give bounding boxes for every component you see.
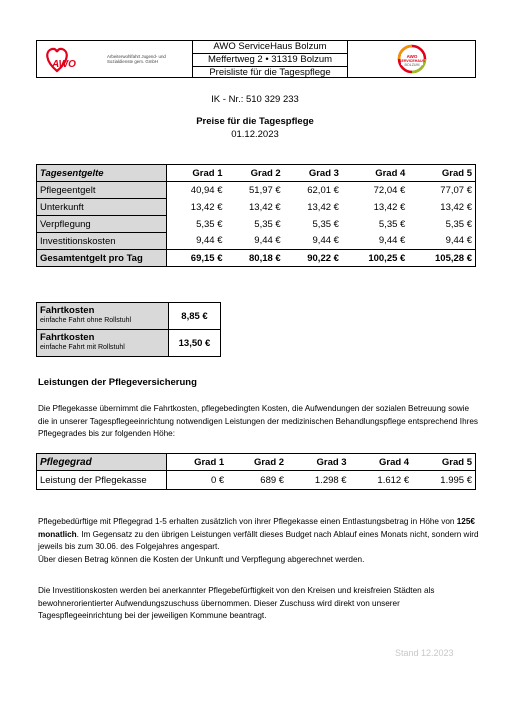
table-cell: 72,04 € xyxy=(373,184,406,196)
pflege-col-header: Grad 4 xyxy=(350,454,413,471)
table-cell: 689 € xyxy=(260,474,285,486)
table-cell: 62,01 € xyxy=(307,184,339,196)
header-center xyxy=(193,41,347,77)
prices-col-header: Grad 1 xyxy=(167,165,226,182)
servicehaus-logo-icon xyxy=(389,43,435,75)
total-row xyxy=(37,250,476,267)
table-cell: 1.995 € xyxy=(440,474,472,486)
prices-header-row xyxy=(37,165,476,182)
table-cell: 13,42 € xyxy=(249,201,281,213)
fahrt-label xyxy=(37,330,169,357)
entlastung-amount: 125€ monatlich xyxy=(38,517,475,539)
table-cell: 5,35 € xyxy=(445,218,472,230)
table-cell: 9,44 € xyxy=(196,235,223,247)
fahrt-value: 13,50 € xyxy=(178,337,211,349)
pflege-col-header: Grad 2 xyxy=(227,454,287,471)
prices-col-header: Grad 3 xyxy=(284,165,342,182)
row-label: Pflegeentgelt xyxy=(37,182,167,199)
header-doc-title: Preisliste für die Tagespflege xyxy=(209,67,331,78)
awo-logo-text: AWO xyxy=(52,59,76,70)
prices-col-header: Grad 5 xyxy=(408,165,475,182)
total-label: Gesamtentgelt pro Tag xyxy=(37,250,167,267)
page-date: 01.12.2023 xyxy=(231,129,279,140)
pflege-header-row xyxy=(37,454,476,471)
table-row xyxy=(37,182,476,199)
table-cell: 13,42 € xyxy=(440,201,472,213)
table-cell: 5,35 € xyxy=(378,218,406,230)
fahrt-value: 8,85 € xyxy=(169,303,221,330)
paragraph-pflegekasse: Die Pflegekasse übernimmt die Fahrtkosten, pflegebedingten Kosten, die Aufwendungen der sozialen Betreuung sowie die in unserer Tagespflegeeinrichtung notwendigen Leistungen der medizinischen Behandlungspflege entsprechend Ihres Pflegegrades bis zur folgenden Höhe: xyxy=(38,404,479,438)
table-cell: 51,97 € xyxy=(249,184,281,196)
pflege-col-header: Grad 3 xyxy=(287,454,350,471)
table-cell: 13,42 € xyxy=(190,201,223,213)
entlastung-text-start: Pflegebedürftige mit Pflegegrad 1-5 erhalten zusätzlich von ihrer Pflegekasse einen Entlastungsbetrag in Höhe von xyxy=(38,517,457,526)
servicehaus-logo-block xyxy=(347,41,475,77)
row-label: Unterkunft xyxy=(37,199,167,216)
header-address: Meffertweg 2 • 31319 Bolzum xyxy=(193,54,347,67)
table-cell: 9,44 € xyxy=(312,235,339,247)
entlastung-text-end: . Im Gegensatz zu den übrigen Leistungen verfällt dieses Budget nach Ablauf eines Monats nicht, sondern wird jeweils bis zum 30.06. des Folgejahres angespart. xyxy=(38,529,479,551)
paragraph-investitionskosten: Die Investitionskosten werden bei anerkannter Pflegebefürftigkeit von den Kreisen und kreisfreien Städten als bewohnerorientierter Aufwendungszuschuss übernommen. Dieser Zuschuss wird direkt von unserer Tagespflegeeinrichtung bei der jeweiligen Kommune beantragt. xyxy=(38,586,435,620)
fahrt-row xyxy=(37,330,221,357)
fahrt-label-main: Fahrtkosten xyxy=(40,332,95,343)
table-cell: 13,42 € xyxy=(373,201,406,213)
total-cell: 90,22 € xyxy=(284,250,342,267)
ik-number: IK - Nr.: 510 329 233 xyxy=(211,94,299,105)
table-cell: 9,44 € xyxy=(254,235,281,247)
table-cell: 1.298 € xyxy=(314,474,347,486)
fahrt-label-sub: einfache Fahrt mit Rollstuhl xyxy=(40,344,125,351)
pflegegrad-table xyxy=(36,453,476,490)
pflege-header-label: Pflegegrad xyxy=(37,454,167,471)
table-cell: 0 € xyxy=(210,474,225,486)
prices-table xyxy=(36,164,476,267)
entlastung-text-line2: Über diesen Betrag können die Kosten der Unkunft und Verpflegung abgerechnet werden. xyxy=(38,554,365,564)
fahrt-label-main: Fahrtkosten xyxy=(40,305,95,316)
prices-header-label: Tagesentgelte xyxy=(37,165,167,182)
paragraph-entlastungsbetrag xyxy=(38,516,480,566)
total-cell: 69,15 € xyxy=(167,250,226,267)
prices-col-header: Grad 2 xyxy=(226,165,284,182)
table-cell: 5,35 € xyxy=(254,218,281,230)
fahrt-label xyxy=(37,303,169,330)
table-cell: 77,07 € xyxy=(440,184,472,196)
header-org-name: AWO ServiceHaus Bolzum xyxy=(193,41,347,54)
table-cell: 1.612 € xyxy=(377,474,410,486)
total-cell: 100,25 € xyxy=(342,250,408,267)
table-row xyxy=(37,233,476,250)
awo-heart-logo-icon xyxy=(43,45,103,73)
fahrt-label-sub: einfache Fahrt ohne Rollstuhl xyxy=(40,317,132,324)
table-row xyxy=(37,216,476,233)
servicehaus-logo-line2: SERVICEHAUS xyxy=(398,59,425,63)
fahrt-row xyxy=(37,303,221,330)
row-label: Verpflegung xyxy=(37,216,167,233)
section-heading: Leistungen der Pflegeversicherung xyxy=(38,377,197,388)
pflege-col-header: Grad 1 xyxy=(167,454,228,471)
servicehaus-logo-line1: AWO xyxy=(406,54,417,59)
table-cell: 40,94 € xyxy=(190,184,223,196)
page-title: Preise für die Tagespflege xyxy=(196,116,314,127)
table-row xyxy=(37,471,476,490)
total-cell: 105,28 € xyxy=(408,250,475,267)
row-label: Leistung der Pflegekasse xyxy=(37,471,167,490)
table-cell: 5,35 € xyxy=(312,218,339,230)
stand-watermark: Stand 12.2023 xyxy=(395,648,454,658)
table-cell: 9,44 € xyxy=(445,235,472,247)
table-row xyxy=(37,199,476,216)
awo-logo-block xyxy=(37,41,193,77)
fahrtkosten-table xyxy=(36,302,221,357)
table-cell: 13,42 € xyxy=(307,201,339,213)
servicehaus-logo-line3: BOLZUM xyxy=(404,63,419,67)
table-cell: 9,44 € xyxy=(378,235,406,247)
pflege-col-header: Grad 5 xyxy=(412,454,475,471)
table-cell: 5,35 € xyxy=(196,218,223,230)
total-cell: 80,18 € xyxy=(226,250,284,267)
document-header xyxy=(36,40,476,78)
row-label: Investitionskosten xyxy=(37,233,167,250)
prices-col-header: Grad 4 xyxy=(342,165,408,182)
awo-org-text: Arbeiterwohlfahrt Jugend- und Sozialdienste gem. GmbH xyxy=(107,54,166,64)
